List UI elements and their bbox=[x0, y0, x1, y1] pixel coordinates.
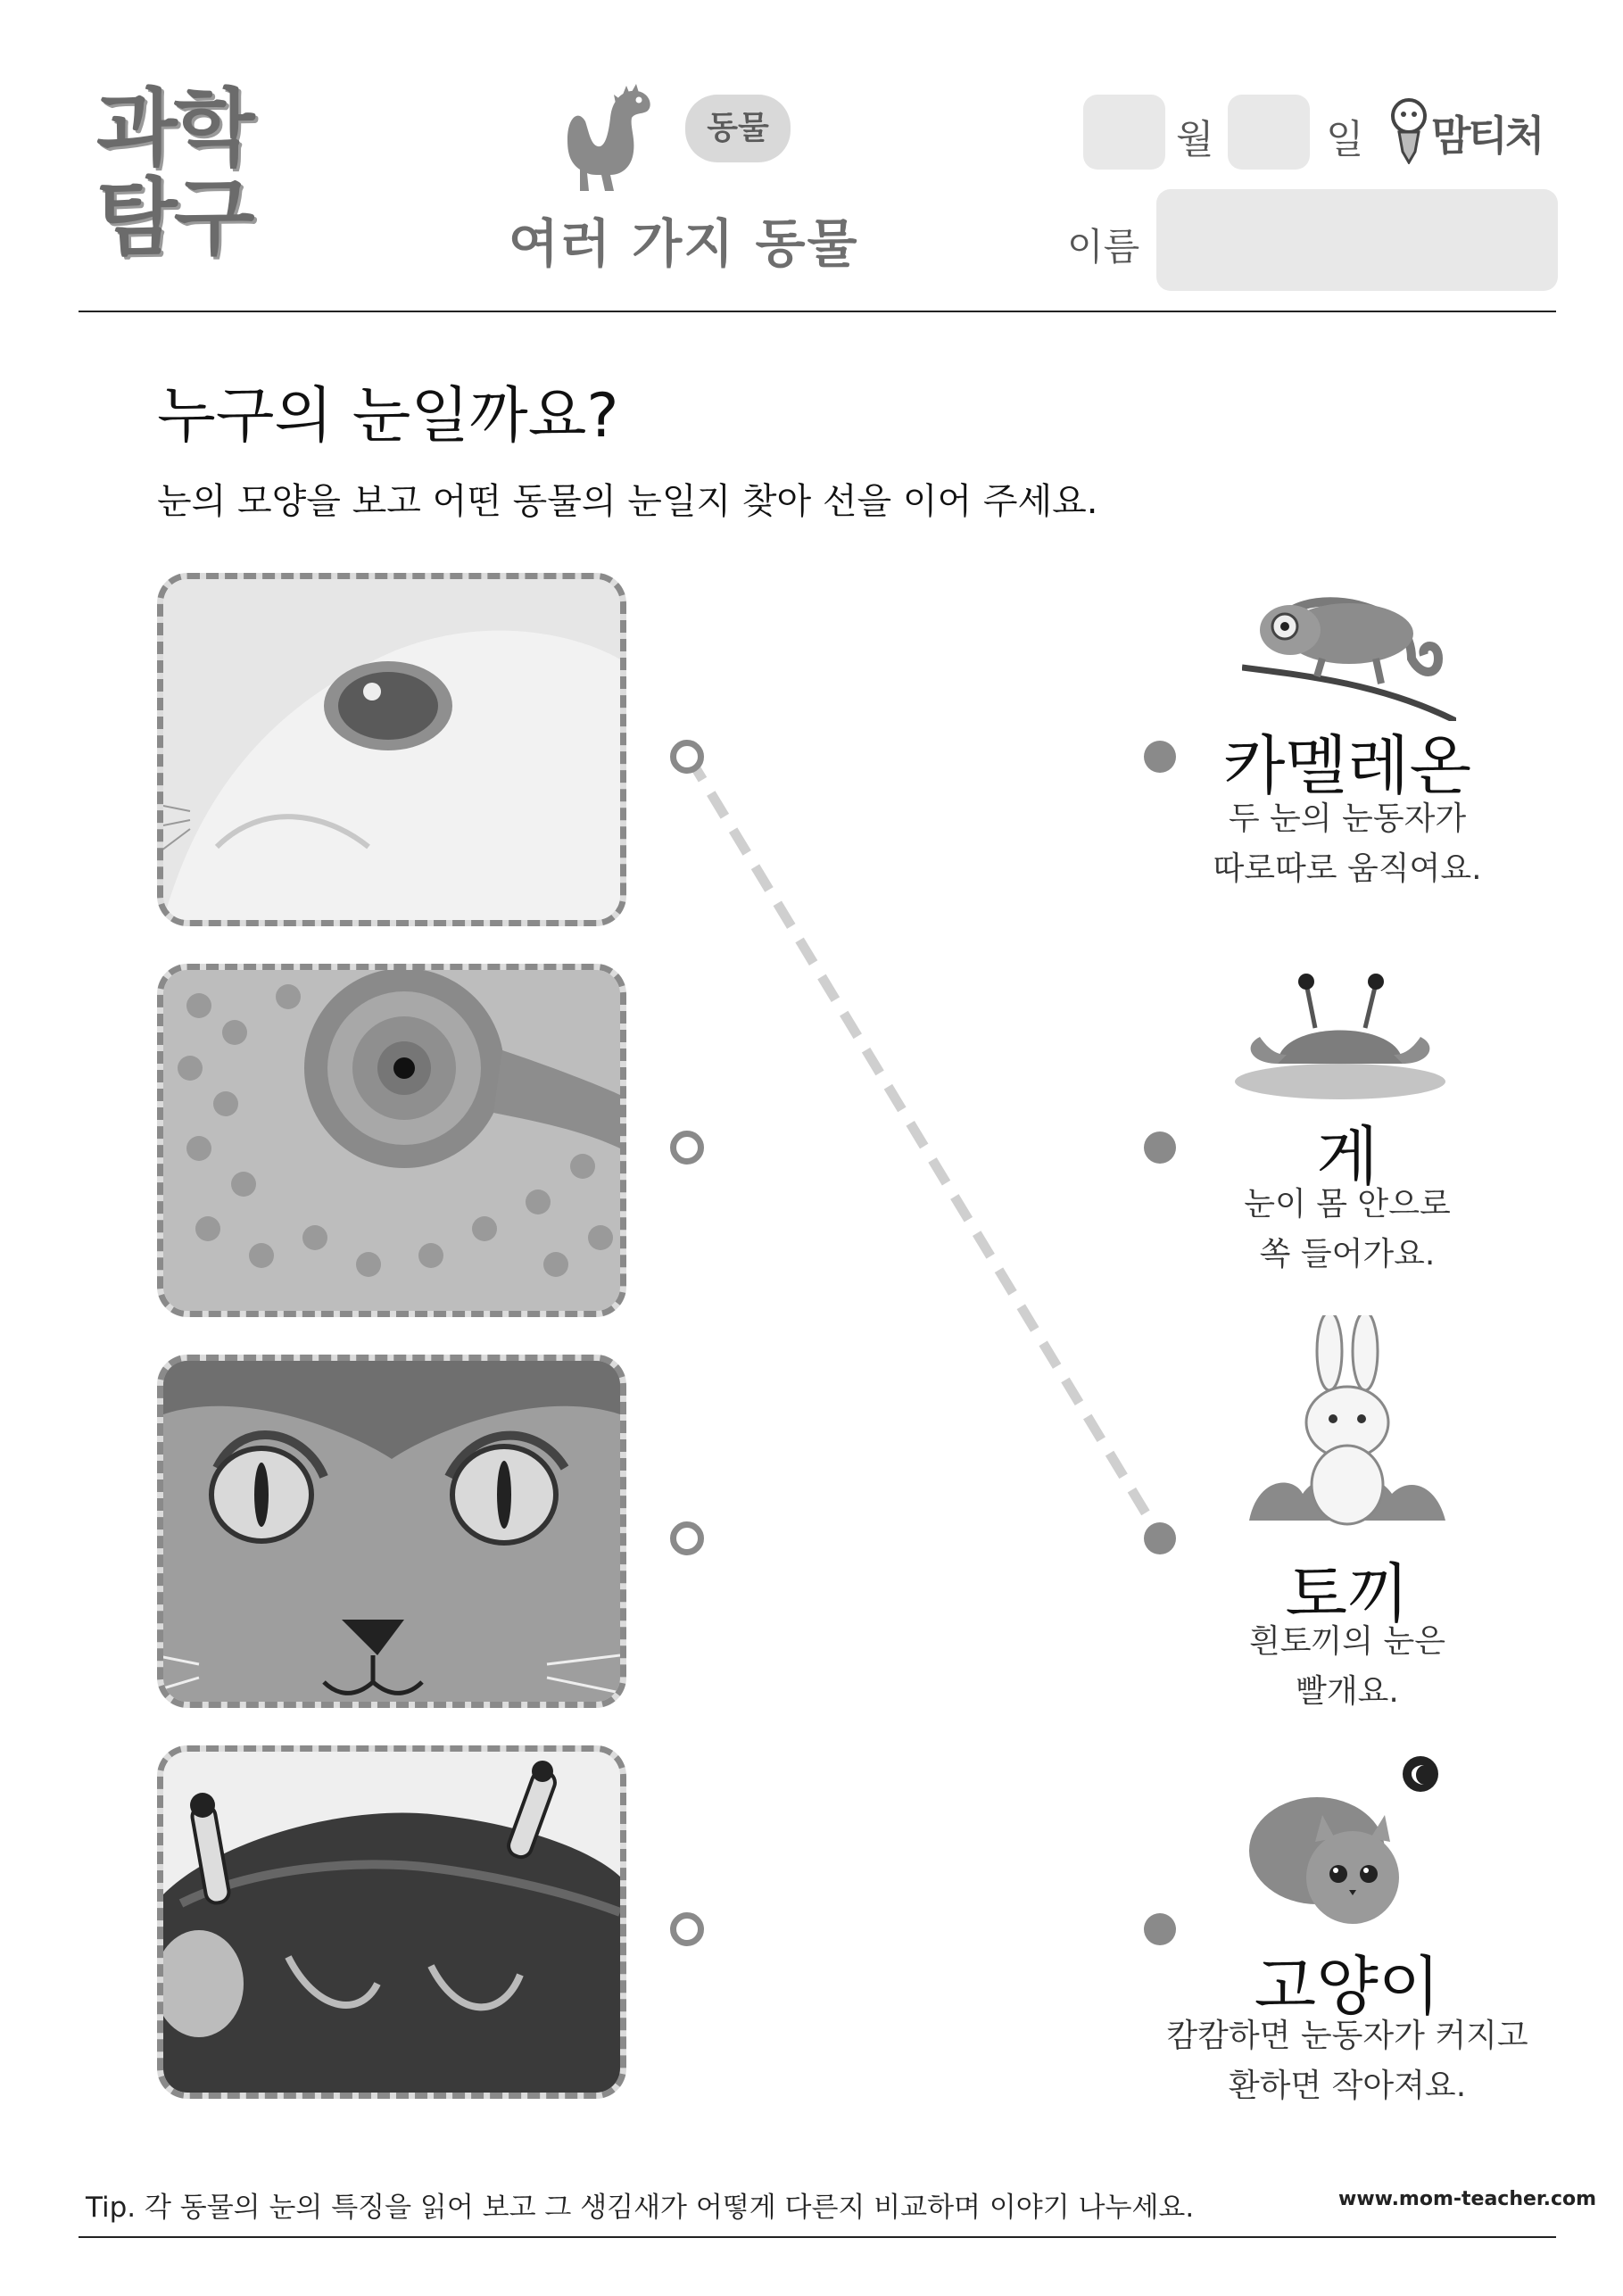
name-label: 이름 bbox=[1067, 225, 1140, 269]
animal-name-chameleon: 카멜레온 bbox=[1222, 728, 1472, 803]
connector-dot-rabbit[interactable] bbox=[1144, 1522, 1176, 1554]
animal-desc-cat bbox=[1115, 2011, 1579, 2111]
brand-logo: 맘티처 bbox=[1431, 112, 1543, 160]
cat-eye-image bbox=[163, 1361, 620, 1702]
animal-name-crab: 게 bbox=[1316, 1119, 1379, 1194]
category-badge: 동물 bbox=[685, 95, 791, 162]
animal-desc-crab bbox=[1151, 1180, 1544, 1280]
connector-dot-crab[interactable] bbox=[1144, 1131, 1176, 1164]
month-box[interactable] bbox=[1083, 95, 1165, 170]
desc-line: 캄캄하면 눈동자가 커지고 bbox=[1166, 2018, 1528, 2054]
tip-text: Tip. 각 동물의 눈의 특징을 읽어 보고 그 생김새가 어떻게 다른지 비교하며 이야기 나누세요. bbox=[86, 2192, 1195, 2224]
desc-line: 환하면 작아져요. bbox=[1228, 2068, 1467, 2104]
desc-line: 쏙 들어가요. bbox=[1259, 1236, 1436, 1272]
desc-line: 따로따로 움직여요. bbox=[1213, 850, 1482, 887]
desc-line: 눈이 몸 안으로 bbox=[1244, 1186, 1451, 1223]
day-label: 일 bbox=[1326, 117, 1364, 162]
animal-name-cat: 고양이 bbox=[1254, 1949, 1441, 2024]
photo-chameleon-eye bbox=[157, 964, 626, 1317]
connector-ring-photo-2[interactable] bbox=[670, 1131, 704, 1165]
connector-dot-chameleon[interactable] bbox=[1144, 741, 1176, 773]
rabbit-illustration bbox=[1249, 1315, 1445, 1529]
cat-illustration bbox=[1246, 1753, 1442, 1931]
name-field[interactable] bbox=[1156, 189, 1558, 291]
rabbit-eye-image bbox=[163, 579, 620, 920]
website-link[interactable]: www.mom-teacher.com bbox=[1338, 2188, 1597, 2210]
month-label: 월 bbox=[1176, 117, 1214, 162]
chameleon-illustration bbox=[1242, 578, 1456, 721]
page-title: 여러 가지 동물 bbox=[509, 213, 859, 274]
chameleon-eye-image bbox=[163, 970, 620, 1311]
desc-line: 빨개요. bbox=[1296, 1673, 1399, 1710]
logo-line-1: 과학 bbox=[96, 80, 252, 178]
instruction-text: 눈의 모양을 보고 어떤 동물의 눈일지 찾아 선을 이어 주세요. bbox=[157, 481, 1098, 522]
connector-dot-cat[interactable] bbox=[1144, 1913, 1176, 1945]
photo-cat-eye bbox=[157, 1355, 626, 1708]
pencil-mascot-icon bbox=[1388, 96, 1429, 164]
crab-eye-image bbox=[163, 1752, 620, 2093]
header-divider bbox=[79, 311, 1556, 312]
subject-logo bbox=[96, 80, 293, 277]
logo-line-2: 탐구 bbox=[96, 170, 252, 267]
desc-line: 흰토끼의 눈은 bbox=[1248, 1623, 1446, 1660]
connector-ring-photo-3[interactable] bbox=[670, 1521, 704, 1555]
connector-ring-photo-1[interactable] bbox=[670, 740, 704, 774]
crab-illustration bbox=[1233, 966, 1447, 1108]
dinosaur-icon bbox=[560, 82, 667, 196]
photo-crab-eye bbox=[157, 1745, 626, 2099]
footer-divider bbox=[79, 2236, 1556, 2238]
animal-name-rabbit: 토끼 bbox=[1285, 1556, 1410, 1631]
desc-line: 두 눈의 눈동자가 bbox=[1228, 800, 1467, 837]
day-box[interactable] bbox=[1228, 95, 1310, 170]
photo-rabbit-eye bbox=[157, 573, 626, 926]
question-heading: 누구의 눈일까요? bbox=[157, 381, 619, 452]
example-connection-line bbox=[689, 757, 1160, 1537]
connector-ring-photo-4[interactable] bbox=[670, 1912, 704, 1946]
animal-desc-rabbit bbox=[1151, 1617, 1544, 1717]
animal-desc-chameleon bbox=[1151, 794, 1544, 894]
